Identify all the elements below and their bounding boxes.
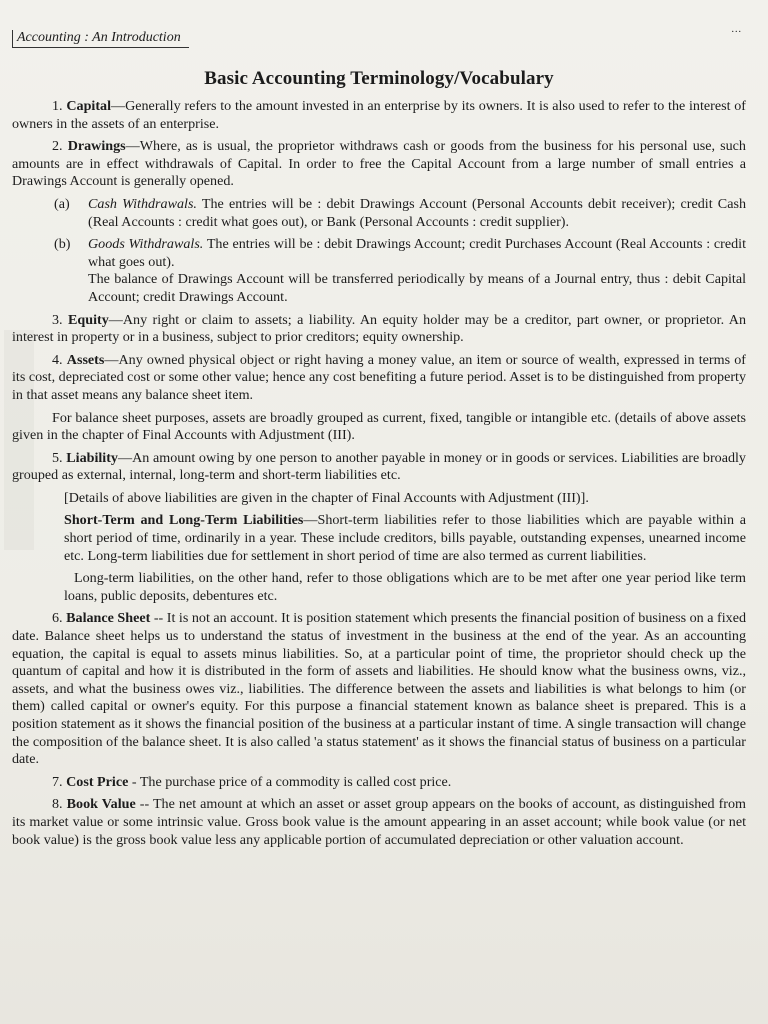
item-term: Cost Price bbox=[66, 773, 129, 790]
page-title: Basic Accounting Terminology/Vocabulary bbox=[204, 68, 554, 89]
item-number: 8. bbox=[52, 796, 63, 813]
sub-note: The balance of Drawings Account will be transferred periodically by means of a Journal entry, thus : debit Capital Account; credit Drawings Account. bbox=[88, 271, 746, 305]
item-number: 6. bbox=[52, 610, 63, 627]
item-text: Generally refers to the amount invested in an enterprise by its owners. It is also used to refer to the interest of owners in the assets of an enterprise. bbox=[12, 98, 746, 132]
item-text: The purchase price of a commodity is called cost price. bbox=[139, 773, 452, 790]
dash: — bbox=[110, 98, 126, 114]
item-number: 4. bbox=[52, 351, 63, 368]
long-term-liabilities: Long-term liabilities, on the other hand, refer to those obligations which are to be met after one year period like term loans, public deposits, debentures etc. bbox=[64, 570, 746, 604]
item-text: Any owned physical object or right having a money value, an item or source of wealth, expressed in terms of its cost, depreciated cost or some other value; hence any cost benefiting a future period. Asset is to be distinguished from property in that asset means any balance sheet item. bbox=[12, 351, 746, 403]
sub-text: Short-term liabilities refer to those liabilities which are payable within a short period of time, ordinarily in a year. These include creditors, bills payable, outstanding expenses, unearned income etc. Long-term liabilities due for settlement in short period of time are also termed as current liabilities. bbox=[64, 512, 747, 564]
item-text: An amount owing by one person to another payable in money or in goods or services. Liabilities are broadly grouped as external, internal, long-term and short-term liabilities etc. bbox=[12, 449, 746, 484]
liability-details: [Details of above liabilities are given in the chapter of Final Accounts with Adjustment (III)]. bbox=[64, 489, 589, 506]
sub-term: Short-Term and Long-Term Liabilities bbox=[64, 512, 304, 529]
item-number: 2. bbox=[52, 138, 63, 155]
item-assets bbox=[12, 352, 746, 405]
item-text: Any right or claim to assets; a liability. An equity holder may be a creditor, part owner, or proprietor. An interest in property or in a business, subject to prior creditors; equity ownership. bbox=[12, 311, 746, 346]
item-term: Equity bbox=[68, 311, 109, 328]
sub-text: The entries will be : debit Drawings Account; credit Purchases Account (Real Accounts : credit what goes out). bbox=[88, 236, 746, 270]
dash: — bbox=[125, 138, 140, 155]
item-text: Where, as is usual, the proprietor withdraws cash or goods from the business for his personal use, such amounts are in effect withdrawals of Capital. In order to free the Capital Account from a large number of small entries a Drawings Account is generally opened. bbox=[12, 138, 746, 190]
sub-label: (a) bbox=[54, 195, 70, 212]
item-term: Capital bbox=[66, 98, 111, 114]
item-term: Liability bbox=[66, 449, 118, 466]
item-number: 7. bbox=[52, 773, 63, 790]
dash: — bbox=[303, 512, 318, 529]
dash: — bbox=[117, 449, 133, 466]
item-balance-sheet: 6. Balance Sheet -- It is not an account. It is position statement which presents the financial position of business on a fixed date. Balance sheet helps us to understand the status of investment in the business at the end of the year. As an accounting equation, the capital is equal to assets minus liabilities. So, at a particular point of time, the proprietor should check up the quantum of capital and how it is distributed in the form of assets and liabilities. He should know what the business owns, viz., assets, and what the business owes viz., liabilities. The difference between the assets and liabilities is what belongs to him (or them) called capital or owner's equity. For this purpose a financial statement known as balance sheet is prepared. This is a position statement as it shows the financial position of the business at a particular instant of time. A single transaction will change the composition of the balance sheet. It is also called 'a status statement' as it shows the financial status of business on a particular date. bbox=[12, 610, 746, 768]
sub-text: The entries will be : debit Drawings Account (Personal Accounts debit receiver); credit Cash (Real Accounts : credit what goes out), or Bank (Personal Accounts : credit supplier). bbox=[88, 195, 746, 230]
assets-note: For balance sheet purposes, assets are broadly grouped as current, fixed, tangible or intangible etc. (details of above assets given in the chapter of Final Accounts with Adjustment (III). bbox=[12, 409, 746, 444]
item-number: 1. bbox=[52, 98, 63, 114]
dash: — bbox=[108, 311, 123, 328]
item-liability bbox=[12, 450, 746, 485]
item-term: Drawings bbox=[67, 138, 126, 155]
item-term: Assets bbox=[66, 351, 105, 368]
sub-term: Goods Withdrawals. bbox=[88, 236, 204, 253]
item-capital bbox=[12, 98, 746, 133]
item-text: It is not an account. It is position statement which presents the financial position of business on a fixed date. Balance sheet helps us to understand the status of investment in the business at the end of the year. As an accounting equation, the capital is equal to assets minus liabilities. So, at a particular point of time, the proprietor should check up the quantum of capital and how it is distributed in the form of assets and liabilities. He should know what the business owns, viz., assets, and what the business owes viz., liabilities. The difference between the assets and liabilities is what belongs to him (or them) called capital or owner's equity. For this purpose a financial statement known as balance sheet is prepared. This is a position statement as it shows the financial position of the business at a particular instant of time. A single transaction will change the composition of the balance sheet. It is also called 'a status statement' as it shows the financial status of business on a particular date. bbox=[12, 610, 746, 768]
item-equity bbox=[12, 312, 746, 347]
running-header bbox=[12, 30, 189, 48]
drawings-sub-a bbox=[54, 196, 746, 231]
item-term: Book Value bbox=[66, 796, 136, 813]
page-mark: ... bbox=[731, 24, 742, 35]
item-number: 3. bbox=[52, 311, 63, 328]
item-book-value: 8. Book Value -- The net amount at which an asset or asset group appears on the books of account, as distinguished from its market value or some intrinsic value. Gross book value is the amount appearing in an asset account; while book value (or net book value) is the gross book value less any applicable portion of accumulated depreciation or other valuation account. bbox=[12, 796, 746, 848]
sub-label: (b) bbox=[54, 236, 71, 253]
dash: — bbox=[104, 351, 119, 368]
item-number: 5. bbox=[52, 449, 63, 466]
drawings-sub-b bbox=[54, 236, 746, 306]
item-term: Balance Sheet bbox=[66, 610, 151, 627]
item-cost-price: 7. Cost Price - The purchase price of a commodity is called cost price. bbox=[52, 773, 452, 790]
short-long-term-liabilities bbox=[64, 512, 746, 565]
item-drawings bbox=[12, 138, 746, 191]
item-text: The net amount at which an asset or asset group appears on the books of account, as distinguished from its market value or some intrinsic value. Gross book value is the amount appearing in an asset account; while book value (or net book value) is the gross book value less any applicable portion of accumulated depreciation or other valuation account. bbox=[12, 796, 746, 848]
sub-term: Cash Withdrawals. bbox=[88, 195, 197, 212]
running-title: Accounting : An Introduction bbox=[17, 30, 181, 45]
